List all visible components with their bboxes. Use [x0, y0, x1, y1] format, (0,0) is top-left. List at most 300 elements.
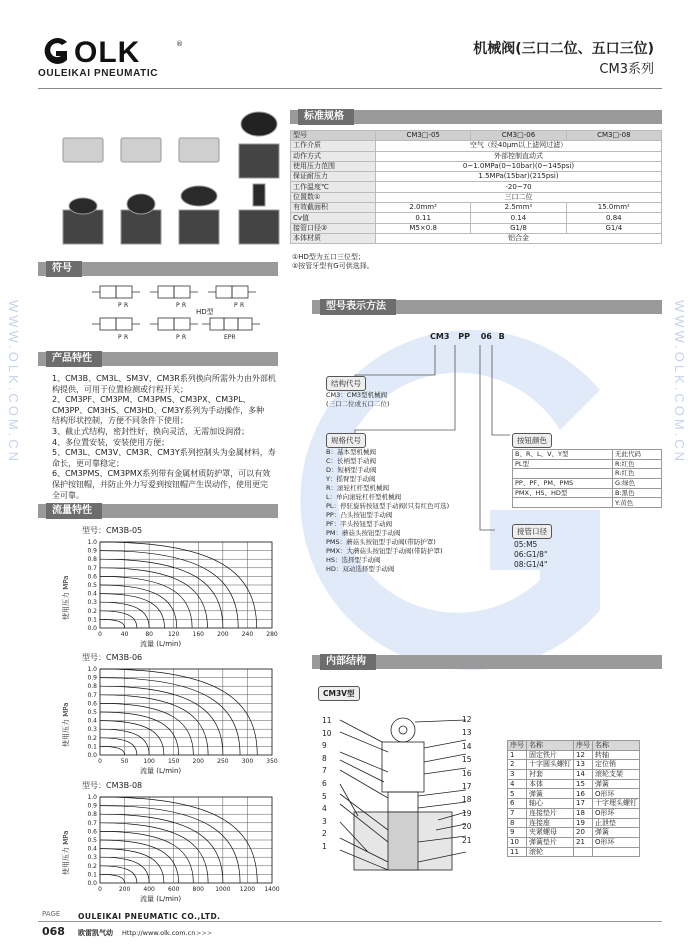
table-cell: B、R、L、V、Y型	[513, 450, 613, 460]
table-cell: 转轴	[593, 750, 640, 760]
table-cell: 14	[574, 770, 593, 780]
x-tick-label: 160	[192, 631, 205, 638]
footer-divider	[38, 921, 662, 922]
row-value: 铝合金	[376, 233, 662, 243]
x-tick-label: 200	[192, 758, 205, 765]
y-tick-label: 0.3	[87, 726, 97, 734]
feature-line: 4、多位置安装，安装使用方便；	[52, 437, 170, 447]
registered-mark: ®	[176, 40, 183, 48]
table-cell	[513, 498, 613, 508]
row-key: 位置数①	[291, 192, 376, 202]
row-value: -20~70	[376, 182, 662, 192]
callout-number: 5	[322, 791, 327, 801]
row-key: 工作介质	[291, 141, 376, 151]
table-cell: 固定铁片	[527, 750, 574, 760]
spec-item: PL：停驻旋转按钮型手动阀(只有红色可选)	[326, 502, 450, 510]
callout-number: 15	[462, 755, 472, 765]
table-cell: Y:黄色	[612, 498, 661, 508]
y-tick-label: 0.1	[87, 871, 97, 879]
table-cell: 连接垫片	[527, 808, 574, 818]
table-cell: PP、PF、PM、PMS	[513, 479, 613, 489]
table-cell	[513, 469, 613, 479]
spec-code-list	[326, 448, 506, 574]
section-header-features	[38, 352, 278, 366]
table-header-cell: CM3□-05	[376, 131, 471, 141]
feature-line: 6、CM3PMS、CM3PMX系列带有金属材质防护罩，可以有效	[52, 469, 271, 479]
table-cell: 11	[508, 847, 527, 857]
row-key: Cv值	[291, 213, 376, 223]
pressure-curve	[100, 874, 125, 883]
table-row	[291, 161, 662, 171]
row-key: 接管口径②	[291, 223, 376, 233]
y-tick-label: 0.0	[87, 880, 97, 887]
table-cell: 7	[508, 808, 527, 818]
table-header-row	[508, 741, 640, 751]
callout-number: 6	[322, 778, 327, 788]
section-title: 产品特性	[46, 351, 102, 367]
callout-number: 10	[322, 728, 332, 738]
y-axis-label: 使用压力 MPa	[62, 575, 70, 620]
feature-list	[52, 374, 310, 501]
table-cell: 衬套	[527, 770, 574, 780]
spec-item: PM：蘑菇头按钮型手动阀	[326, 529, 401, 537]
struct-code-desc	[326, 391, 390, 409]
table-cell	[593, 847, 640, 857]
callout-number: 9	[322, 741, 327, 751]
table-cell: 3	[508, 770, 527, 780]
callout-number: 7	[322, 766, 327, 776]
callout-number: 12	[462, 715, 472, 724]
port-label: R	[124, 302, 129, 309]
section-title: 标准规格	[298, 109, 354, 125]
table-cell: 4	[508, 779, 527, 789]
y-tick-label: 0.1	[87, 616, 97, 624]
spec-note-2: ②按管牙型有G可供选择。	[292, 262, 374, 270]
y-tick-label: 0.2	[87, 734, 97, 742]
y-tick-label: 0.9	[87, 802, 97, 810]
y-tick-label: 0.6	[87, 828, 97, 836]
row-value: 空气（经40μm以上滤网过滤）	[376, 141, 662, 151]
product-photos	[55, 110, 285, 260]
port-size-list	[514, 540, 547, 570]
x-tick-label: 200	[217, 631, 229, 638]
page-subtitle: CM3系列	[599, 62, 654, 77]
y-tick-label: 0.4	[87, 845, 97, 853]
section-title: 流量特性	[46, 503, 102, 519]
table-cell: B:黑色	[612, 488, 661, 498]
table-row	[513, 450, 662, 460]
x-tick-label: 0	[98, 758, 102, 765]
pressure-curve	[100, 712, 179, 755]
x-tick-label: 600	[167, 886, 180, 893]
table-header-cell: CM3□-06	[471, 131, 566, 141]
table-row	[513, 498, 662, 508]
row-key: 本体材质	[291, 233, 376, 243]
table-row	[508, 847, 640, 857]
spec-item: HS：选择型手动阀	[326, 556, 381, 564]
port-label: P	[176, 302, 180, 309]
x-tick-label: 150	[167, 758, 180, 765]
x-tick-label: 200	[118, 886, 131, 893]
callout-number: 1	[322, 841, 327, 851]
table-cell: 轴心	[527, 799, 574, 809]
table-cell: 13	[574, 760, 593, 770]
page-label: PAGE	[42, 910, 61, 918]
x-tick-label: 50	[120, 758, 129, 765]
y-tick-label: 1.0	[87, 666, 97, 673]
table-row	[513, 479, 662, 489]
spec-table	[290, 130, 662, 244]
chart-title: 型号：CM3B-06	[82, 653, 143, 662]
table-row	[291, 213, 662, 223]
table-row	[508, 837, 640, 847]
table-cell: 19	[574, 818, 593, 828]
y-tick-label: 0.6	[87, 700, 97, 708]
x-tick-label: 800	[192, 886, 205, 893]
code-part: CM3	[430, 332, 450, 341]
table-cell: 21	[574, 837, 593, 847]
table-row	[508, 828, 640, 838]
table-cell: R:红色	[612, 459, 661, 469]
flow-chart-05	[60, 536, 290, 648]
pressure-curve	[100, 619, 125, 628]
y-tick-label: 0.5	[87, 837, 97, 844]
row-value: G1/4	[566, 223, 661, 233]
section-header-flow	[38, 504, 278, 518]
table-header-cell: 序号	[508, 741, 527, 751]
port-label: P	[234, 302, 238, 309]
row-value: 2.5mm²	[471, 203, 566, 213]
table-cell: 夹紧螺母	[527, 828, 574, 838]
callout-number: 8	[322, 753, 327, 763]
product-photo	[63, 112, 279, 244]
row-value: 0.84	[566, 213, 661, 223]
table-row	[508, 808, 640, 818]
table-cell: 本体	[527, 779, 574, 789]
table-row	[291, 141, 662, 151]
spec-item: L：单向滚轮杠杆型机械阀	[326, 493, 402, 501]
hd-type-label: HD型	[196, 308, 214, 316]
table-cell: O形环	[593, 837, 640, 847]
section-header-symbol	[38, 262, 278, 276]
table-row	[513, 469, 662, 479]
x-tick-label: 280	[266, 631, 278, 638]
footer-url[interactable]: Http://www.olk.com.cn	[122, 929, 196, 937]
port-item: 06:G1/8"	[514, 550, 548, 559]
table-cell: 5	[508, 789, 527, 799]
y-tick-label: 0.8	[87, 556, 97, 564]
spec-item: B：基本型机械阀	[326, 448, 376, 456]
table-row	[291, 172, 662, 182]
header-divider	[38, 88, 662, 89]
table-cell: R:红色	[612, 469, 661, 479]
table-row	[508, 760, 640, 770]
table-cell: 连接座	[527, 818, 574, 828]
table-cell: 16	[574, 789, 593, 799]
callout-number: 14	[462, 741, 472, 751]
watermark-right: WWW.OLK.COM.CN	[672, 300, 687, 465]
table-cell: 滚轮支架	[593, 770, 640, 780]
port-label: P	[176, 334, 180, 341]
y-tick-label: 0.3	[87, 854, 97, 862]
spec-item: D：短柄型手动阀	[326, 466, 377, 474]
spec-item: PP：凸头按钮型手动阀	[326, 511, 393, 519]
x-tick-label: 400	[143, 886, 155, 893]
footer-company: OULEIKAI PNEUMATIC CO.,LTD.	[78, 912, 221, 921]
desc-line: CM3：CM3型机械阀	[326, 391, 388, 399]
y-tick-label: 0.9	[87, 547, 97, 555]
table-row	[508, 779, 640, 789]
y-tick-label: 0.7	[87, 564, 97, 572]
logo-subtitle: OULEIKAI PNEUMATIC	[38, 68, 159, 79]
page-number: 068	[42, 925, 65, 938]
flow-chart-08	[60, 791, 290, 903]
callout-number: 20	[462, 822, 472, 832]
table-cell: PMX、HS、HD型	[513, 488, 613, 498]
spec-item: C：长柄型手动阀	[326, 457, 377, 465]
logo-text: OLK	[74, 36, 141, 69]
table-row	[291, 203, 662, 213]
spec-note-1: ①HD型为五口三位型；	[292, 253, 365, 261]
table-cell: 无此代码	[612, 450, 661, 460]
spec-item: PMS：蘑菇头按钮型手动阀(带防护罩)	[326, 538, 436, 546]
x-tick-label: 0	[98, 886, 102, 893]
footer-brand-cn: 欧雷凯气动	[78, 929, 113, 937]
chart-title: 型号：CM3B-08	[82, 781, 143, 790]
spec-item: R：滚轮杠杆型机械阀	[326, 484, 390, 492]
port-label: EPR	[224, 334, 236, 341]
x-tick-label: 240	[241, 631, 254, 638]
page-title: 机械阀(三口二位、五口三位)	[473, 41, 654, 57]
row-key: 工作温度℃	[291, 182, 376, 192]
y-tick-label: 1.0	[87, 539, 97, 546]
feature-line: 1、CM3B、CM3L、SM3V、CM3R系列换向所需外力由外部机	[52, 374, 276, 383]
row-value: M5×0.8	[376, 223, 471, 233]
row-value: 三口二位	[376, 192, 662, 202]
feature-line: 命长，更可靠稳定；	[52, 458, 124, 468]
x-tick-label: 1000	[215, 886, 231, 893]
table-cell: 9	[508, 828, 527, 838]
watermark-left: WWW.OLK.COM.CN	[6, 300, 21, 465]
code-part: B	[498, 332, 505, 341]
table-cell: O形环	[593, 789, 640, 799]
row-key: 保证耐压力	[291, 172, 376, 182]
y-tick-label: 0.6	[87, 573, 97, 581]
table-row	[508, 789, 640, 799]
table-row	[291, 233, 662, 243]
callout-number: 21	[462, 835, 472, 845]
row-key: 使用压力范围	[291, 161, 376, 171]
section-header-model	[312, 300, 662, 314]
row-value: G1/8	[471, 223, 566, 233]
x-axis-label: 流量 (L/min)	[140, 767, 182, 775]
y-tick-label: 0.3	[87, 599, 97, 607]
callout-number: 19	[462, 808, 472, 818]
y-tick-label: 0.5	[87, 709, 97, 716]
feature-line: 结构形状控制，方便不同条件下使用；	[52, 416, 188, 426]
table-cell: 滚轮	[527, 847, 574, 857]
port-item: 08:G1/4"	[514, 560, 548, 569]
section-header-spec	[290, 110, 662, 124]
row-value: 0.14	[471, 213, 566, 223]
table-cell: 6	[508, 799, 527, 809]
y-tick-label: 0.2	[87, 607, 97, 615]
row-value: 1.5MPa(15bar)(215psi)	[376, 172, 662, 182]
chart-title: 型号：CM3B-05	[82, 526, 143, 535]
table-row	[513, 459, 662, 469]
x-axis-label: 流量 (L/min)	[140, 895, 182, 903]
y-tick-label: 0.8	[87, 683, 97, 691]
feature-line: CM3PP、CM3HS、CM3HD、CM3Y系列为手动操作，多种	[52, 405, 265, 415]
y-tick-label: 0.4	[87, 590, 97, 598]
table-header-cell: 名称	[593, 741, 640, 751]
table-cell: 18	[574, 808, 593, 818]
table-header-cell: 名称	[527, 741, 574, 751]
callout-number: 16	[462, 768, 472, 778]
x-tick-label: 1200	[239, 886, 256, 893]
table-cell: 十字圆头螺钉	[527, 760, 574, 770]
button-color-label: 按钮颜色	[512, 433, 552, 448]
table-header-row	[291, 131, 662, 141]
row-key: 动作方式	[291, 151, 376, 161]
port-label: R	[124, 334, 129, 341]
table-row	[508, 818, 640, 828]
y-tick-label: 0.8	[87, 811, 97, 819]
port-label: P	[118, 302, 122, 309]
table-header-cell: 型号	[291, 131, 376, 141]
button-color-table	[512, 449, 662, 508]
table-cell: 止泄垫	[593, 818, 640, 828]
y-tick-label: 1.0	[87, 794, 97, 801]
table-cell	[574, 847, 593, 857]
table-cell: PL型	[513, 459, 613, 469]
feature-line: 2、CM3PF、CM3PM、CM3PMS、CM3PX、CM3PL、	[52, 395, 251, 405]
y-tick-label: 0.7	[87, 819, 97, 827]
spec-item: HD：双动选择型手动阀	[326, 565, 395, 573]
table-cell: 弹簧	[593, 828, 640, 838]
section-title: 型号表示方法	[320, 299, 396, 315]
x-tick-label: 80	[145, 631, 153, 638]
y-axis-label: 使用压力 MPa	[62, 702, 70, 747]
feature-line: 5、CM3L、CM3V、CM3R、CM3Y系列控制头为金属材料，寿	[52, 448, 276, 458]
feature-line: 全可靠。	[52, 490, 84, 500]
structure-model-tag: CM3V型	[318, 686, 360, 701]
row-value: 2.0mm²	[376, 203, 471, 213]
x-tick-label: 100	[143, 758, 155, 765]
callout-number: 13	[462, 728, 472, 738]
y-tick-label: 0.4	[87, 717, 97, 725]
table-row	[291, 151, 662, 161]
y-tick-label: 0.9	[87, 674, 97, 682]
feature-line: 3、截止式结构，密封性好，换向灵活，无需加设润滑；	[52, 426, 250, 436]
valve-cross-section-icon	[340, 718, 466, 870]
spec-item: Y：摇臂型手动阀	[326, 475, 376, 483]
spec-item: PMX：大蘑菇头按钮型手动阀(带防护罩)	[326, 547, 443, 555]
table-cell: 弹簧垫片	[527, 837, 574, 847]
callout-number: 18	[462, 795, 472, 805]
callout-number: 17	[462, 782, 472, 792]
code-part: 06	[480, 332, 492, 341]
pressure-curve	[100, 551, 238, 628]
table-cell: 20	[574, 828, 593, 838]
table-cell: 12	[574, 750, 593, 760]
spec-code-label: 规格代号	[326, 433, 366, 448]
callout-number: 4	[322, 804, 327, 814]
table-cell: G:绿色	[612, 479, 661, 489]
row-value: 0~1.0MPa(0~10bar)(0~145psi)	[376, 161, 662, 171]
port-label: R	[182, 302, 187, 309]
x-tick-label: 1400	[264, 886, 280, 893]
table-row	[508, 799, 640, 809]
brand-logo	[38, 36, 72, 70]
table-row	[291, 182, 662, 192]
section-header-internal	[312, 655, 662, 669]
x-tick-label: 250	[217, 758, 229, 765]
section-title: 符号	[46, 261, 82, 277]
x-axis-label: 流量 (L/min)	[140, 640, 182, 648]
y-tick-label: 0.5	[87, 582, 97, 589]
valve-symbols	[90, 280, 290, 345]
model-code	[430, 332, 505, 341]
table-cell: 2	[508, 760, 527, 770]
table-header-cell: CM3□-08	[566, 131, 661, 141]
y-tick-label: 0.0	[87, 752, 97, 759]
diagram-right-numbers	[462, 713, 472, 847]
x-tick-label: 120	[167, 631, 180, 638]
diagram-left-numbers	[322, 715, 332, 854]
row-key: 有效截面积	[291, 203, 376, 213]
callout-number: 11	[322, 716, 332, 725]
feature-line: 保护按钮帽，并防止外力写爱到按钮帽产生误动作，使用更完	[52, 479, 268, 489]
section-title: 内部结构	[320, 654, 376, 670]
table-row	[513, 488, 662, 498]
y-tick-label: 0.1	[87, 743, 97, 751]
y-axis-label: 使用压力 MPa	[62, 830, 70, 875]
y-tick-label: 0.0	[87, 625, 97, 632]
x-tick-label: 40	[120, 631, 129, 638]
pressure-curve	[100, 746, 125, 755]
pressure-curve	[100, 585, 177, 628]
x-tick-label: 0	[98, 631, 102, 638]
parts-table	[507, 740, 640, 857]
spec-item: PF：平头按钮型手动阀	[326, 520, 393, 528]
code-part: PP	[458, 332, 470, 341]
table-row	[508, 770, 640, 780]
desc-line: (三口二位或五口二位)	[326, 400, 390, 408]
logo-mark-icon	[38, 36, 72, 66]
port-size-label: 接管口径	[512, 524, 552, 539]
row-value: 15.0mm²	[566, 203, 661, 213]
table-cell: 定位销	[593, 760, 640, 770]
port-item: 05:M5	[514, 540, 538, 549]
table-cell: 1	[508, 750, 527, 760]
table-cell: 8	[508, 818, 527, 828]
table-cell: 十字埋头螺钉	[593, 799, 640, 809]
struct-code-label: 结构代号	[326, 376, 366, 391]
y-tick-label: 0.7	[87, 691, 97, 699]
row-value: 外部控制直动式	[376, 151, 662, 161]
table-cell: 17	[574, 799, 593, 809]
table-row	[291, 192, 662, 202]
port-label: R	[182, 334, 187, 341]
callout-number: 3	[322, 816, 327, 826]
callout-number: 2	[322, 829, 327, 839]
feature-line: 构提供，可用于位置检测或行程开关；	[52, 384, 188, 394]
table-cell: 10	[508, 837, 527, 847]
table-cell: 弹簧	[593, 779, 640, 789]
table-cell: 弹簧	[527, 789, 574, 799]
pressure-curve	[100, 840, 179, 883]
